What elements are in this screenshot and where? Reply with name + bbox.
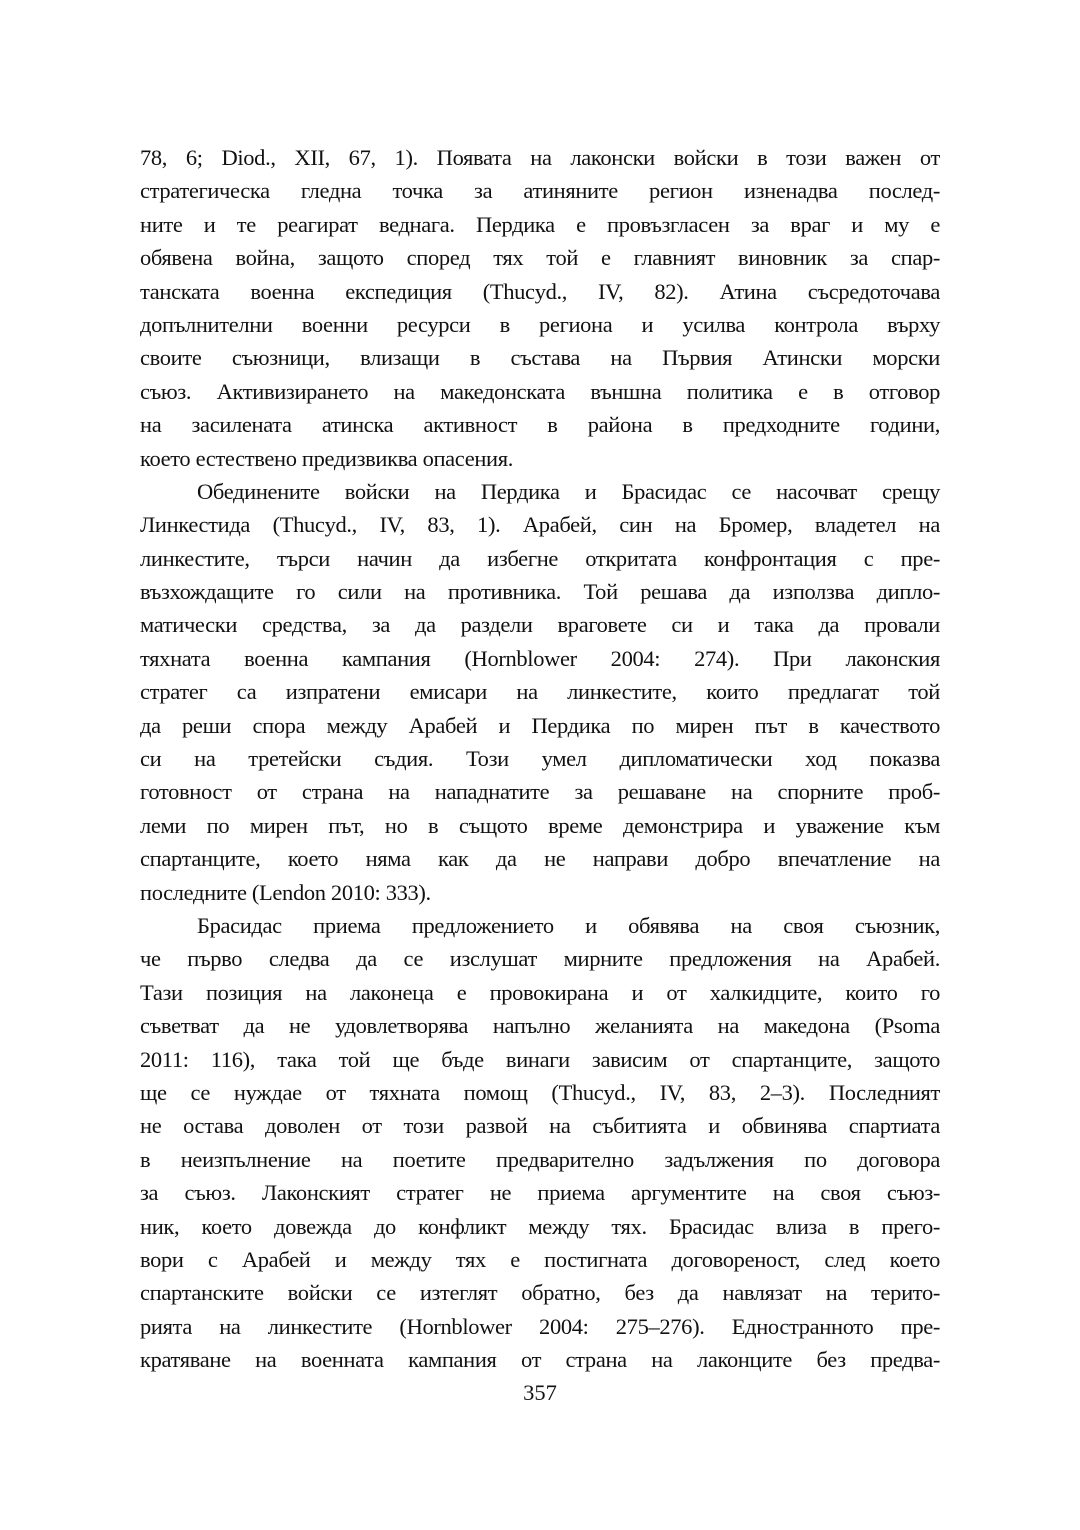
text-line: да реши спора между Арабей и Пердика по мирен път в качеството: [140, 712, 940, 738]
text-line: съюз. Активизирането на македонската външна политика е в отговор: [140, 378, 940, 404]
text-line: последните (Lendon 2010: 333).: [140, 879, 431, 905]
text-line: кратяване на военната кампания от страна на лаконците без предва-: [140, 1347, 940, 1373]
text-line: обявена война, защото според тях той е главният виновник за спар-: [140, 245, 940, 271]
text-line: в неизпълнение на поетите предварително задължения по договора: [140, 1146, 940, 1172]
text-line: допълнителни военни ресурси в региона и усилва контрола върху: [140, 311, 940, 337]
text-line: спартанците, което няма как да не направи добро впечатление на: [140, 846, 940, 872]
text-line: си на третейски съдия. Този умел дипломатически ход показва: [140, 746, 940, 772]
text-line: стратегическа гледна точка за атиняните регион изненадва послед-: [140, 178, 940, 204]
paragraph: [140, 909, 940, 1376]
text-line: ник, което довежда до конфликт между тях. Брасидас влиза в прего-: [140, 1213, 940, 1239]
text-line: рията на линкестите (Hornblower 2004: 275–276). Едностранното пре-: [140, 1313, 940, 1339]
paragraph: [140, 141, 940, 475]
body-text: [140, 141, 940, 1376]
page-number: 357: [523, 1380, 557, 1405]
text-line: ще се нуждае от тяхната помощ (Thucyd., IV, 83, 2–3). Последният: [140, 1079, 940, 1105]
text-line: което естествено предизвиква опасения.: [140, 445, 514, 471]
text-line: Брасидас приема предложението и обявява на своя съюзник,: [197, 912, 940, 938]
text-line: леми по мирен път, но в същото време демонстрира и уважение към: [140, 812, 940, 838]
text-line: Обединените войски на Пердика и Брасидас се насочват срещу: [197, 478, 940, 504]
text-line: стратег са изпратени емисари на линкестите, които предлагат той: [140, 679, 940, 705]
text-line: 78, 6; Diod., XII, 67, 1). Появата на лаконски войски в този важен от: [140, 145, 940, 170]
text-line: линкестите, търси начин да избегне откритата конфронтация с пре-: [140, 545, 940, 571]
text-line: съветват да не удовлетворява напълно желанията на македона (Psoma: [140, 1013, 940, 1039]
text-line: своите съюзници, влизащи в състава на Първия Атински морски: [140, 345, 940, 371]
text-line: 2011: 116), така той ще бъде винаги зависим от спартанците, защото: [140, 1046, 940, 1072]
text-line: спартанските войски се изтеглят обратно, без да навлязат на терито-: [140, 1280, 940, 1306]
text-line: на засилената атинска активност в района в предходните години,: [140, 412, 940, 438]
text-line: матически средства, за да раздели враговете си и така да провали: [140, 612, 940, 638]
text-line: готовност от страна на нападнатите за решаване на спорните проб-: [140, 779, 940, 805]
text-line: че първо следва да се изслушат мирните предложения на Арабей.: [140, 946, 940, 972]
text-line: ните и те реагират веднага. Пердика е провъзгласен за враг и му е: [140, 211, 940, 237]
text-line: възхождащите го сили на противника. Той решава да използва дипло-: [140, 579, 940, 605]
text-line: танската военна експедиция (Thucyd., IV, 82). Атина съсредоточава: [140, 278, 940, 304]
text-line: Линкестида (Thucyd., IV, 83, 1). Арабей, син на Бромер, владетел на: [140, 512, 940, 538]
text-line: тяхната военна кампания (Hornblower 2004: 274). При лаконския: [140, 645, 940, 671]
paragraph: [140, 475, 940, 909]
text-line: вори с Арабей и между тях е постигната договореност, след което: [140, 1246, 940, 1272]
text-line: не остава доволен от този развой на събитията и обвинява спартиата: [140, 1113, 940, 1139]
text-line: Тази позиция на лаконеца е провокирана и от халкидците, които го: [140, 979, 940, 1005]
text-line: за съюз. Лаконският стратег не приема аргументите на своя съюз-: [140, 1180, 940, 1206]
